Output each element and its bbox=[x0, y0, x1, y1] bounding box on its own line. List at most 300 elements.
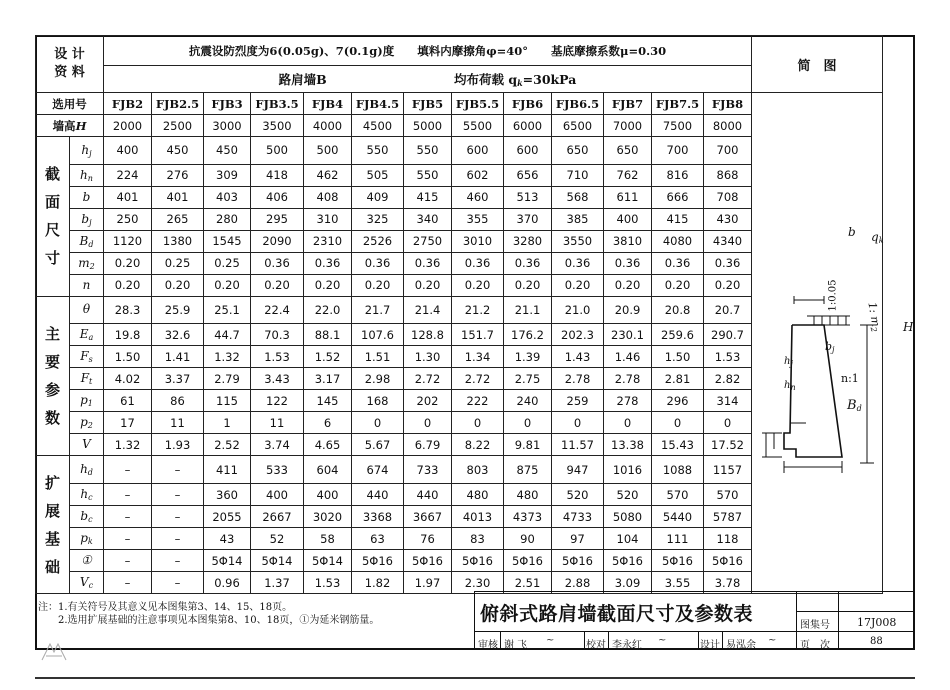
value-cell: 550 bbox=[404, 164, 452, 186]
value-cell: 406 bbox=[251, 186, 304, 208]
value-cell: 0.20 bbox=[604, 274, 652, 296]
height-cell: 4500 bbox=[352, 115, 404, 137]
value-cell: 2.30 bbox=[452, 572, 504, 594]
value-cell: 5Φ16 bbox=[652, 550, 704, 572]
value-cell: 5Φ16 bbox=[352, 550, 404, 572]
value-cell: 1.30 bbox=[404, 346, 452, 368]
model-cell: FJB2 bbox=[104, 93, 152, 115]
value-cell: 0.20 bbox=[251, 274, 304, 296]
value-cell: 3010 bbox=[452, 230, 504, 252]
bottom-rule bbox=[35, 677, 915, 679]
value-cell: 1088 bbox=[652, 456, 704, 484]
page-label: 页 次 bbox=[800, 640, 830, 651]
value-cell: 4373 bbox=[504, 506, 552, 528]
value-cell: 2.88 bbox=[552, 572, 604, 594]
symbol-cell: $F_t$ bbox=[70, 368, 104, 390]
symbol-cell: $p_2$ bbox=[70, 412, 104, 434]
load-conditions bbox=[104, 66, 752, 93]
value-cell: 700 bbox=[652, 137, 704, 165]
model-label: 选用号 bbox=[36, 93, 104, 115]
sketch-text-layer bbox=[785, 0, 915, 690]
value-cell: 480 bbox=[452, 484, 504, 506]
value-cell: 355 bbox=[452, 208, 504, 230]
value-cell: 111 bbox=[652, 528, 704, 550]
height-cell: 5500 bbox=[452, 115, 504, 137]
value-cell: 1.52 bbox=[304, 346, 352, 368]
value-cell: 151.7 bbox=[452, 324, 504, 346]
value-cell: 0.20 bbox=[652, 274, 704, 296]
value-cell: 61 bbox=[104, 390, 152, 412]
value-cell: 3550 bbox=[552, 230, 604, 252]
design-conditions: 抗震设防烈度为6(0.05g)、7(0.1g)度 填料内摩擦角φ=40° 基底摩擦系数μ=0.30 bbox=[104, 36, 752, 66]
value-cell: 2.79 bbox=[204, 368, 251, 390]
symbol-cell: n bbox=[70, 274, 104, 296]
value-cell: 168 bbox=[352, 390, 404, 412]
model-cell: FJB4 bbox=[304, 93, 352, 115]
symbol-cell: $h_n$ bbox=[70, 164, 104, 186]
value-cell: 5Φ16 bbox=[404, 550, 452, 572]
height-cell: 8000 bbox=[704, 115, 752, 137]
value-cell: 0.20 bbox=[704, 274, 752, 296]
value-cell: 3.74 bbox=[251, 434, 304, 456]
value-cell: 2.51 bbox=[504, 572, 552, 594]
value-cell: 176.2 bbox=[504, 324, 552, 346]
value-cell: 3.78 bbox=[704, 572, 752, 594]
value-cell: 265 bbox=[152, 208, 204, 230]
value-cell: 418 bbox=[251, 164, 304, 186]
model-cell: FJB6.5 bbox=[552, 93, 604, 115]
value-cell: 0.20 bbox=[304, 274, 352, 296]
value-cell: – bbox=[152, 572, 204, 594]
value-cell: 550 bbox=[352, 137, 404, 165]
value-cell: 230.1 bbox=[604, 324, 652, 346]
value-cell: 710 bbox=[552, 164, 604, 186]
value-cell: 32.6 bbox=[152, 324, 204, 346]
drawing-title: 俯斜式路肩墙截面尺寸及参数表 bbox=[480, 603, 754, 625]
value-cell: 5Φ14 bbox=[251, 550, 304, 572]
review-label: 审核 bbox=[478, 640, 498, 651]
value-cell: 674 bbox=[352, 456, 404, 484]
value-cell: 276 bbox=[152, 164, 204, 186]
value-cell: 400 bbox=[304, 484, 352, 506]
value-cell: 1157 bbox=[704, 456, 752, 484]
value-cell: 480 bbox=[504, 484, 552, 506]
value-cell: 11 bbox=[152, 412, 204, 434]
model-cell: FJB5.5 bbox=[452, 93, 504, 115]
symbol-cell: V bbox=[70, 434, 104, 456]
value-cell: 360 bbox=[204, 484, 251, 506]
value-cell: 76 bbox=[404, 528, 452, 550]
symbol-cell: $F_s$ bbox=[70, 346, 104, 368]
sketch-n-label: n:1 bbox=[841, 372, 859, 385]
value-cell: 415 bbox=[404, 186, 452, 208]
value-cell: 947 bbox=[552, 456, 604, 484]
value-cell: 1016 bbox=[604, 456, 652, 484]
value-cell: 0 bbox=[652, 412, 704, 434]
value-cell: 122 bbox=[251, 390, 304, 412]
value-cell: 666 bbox=[652, 186, 704, 208]
value-cell: 295 bbox=[251, 208, 304, 230]
parameter-table bbox=[35, 35, 883, 594]
value-cell: 0.36 bbox=[404, 252, 452, 274]
sketch-Bd-label: $B_d$ bbox=[847, 398, 862, 413]
value-cell: 222 bbox=[452, 390, 504, 412]
height-cell: 5000 bbox=[404, 115, 452, 137]
height-cell: 2000 bbox=[104, 115, 152, 137]
symbol-cell: $p_k$ bbox=[70, 528, 104, 550]
value-cell: 2.52 bbox=[204, 434, 251, 456]
notes bbox=[38, 601, 379, 627]
value-cell: 340 bbox=[404, 208, 452, 230]
value-cell: 460 bbox=[452, 186, 504, 208]
value-cell: 5080 bbox=[604, 506, 652, 528]
value-cell: 733 bbox=[404, 456, 452, 484]
value-cell: 90 bbox=[504, 528, 552, 550]
height-label: 墙高H bbox=[36, 115, 104, 137]
value-cell: 1.53 bbox=[304, 572, 352, 594]
value-cell: 1.93 bbox=[152, 434, 204, 456]
value-cell: 224 bbox=[104, 164, 152, 186]
value-cell: 650 bbox=[552, 137, 604, 165]
height-cell: 7500 bbox=[652, 115, 704, 137]
value-cell: 411 bbox=[204, 456, 251, 484]
value-cell: 6 bbox=[304, 412, 352, 434]
note-1: 注：1.有关符号及其意义见本图集第3、14、15、18页。 bbox=[38, 602, 293, 613]
value-cell: 21.0 bbox=[552, 296, 604, 324]
value-cell: 9.81 bbox=[504, 434, 552, 456]
value-cell: – bbox=[104, 484, 152, 506]
value-cell: 4080 bbox=[652, 230, 704, 252]
checker-signature: ~ bbox=[658, 635, 667, 646]
value-cell: 462 bbox=[304, 164, 352, 186]
value-cell: 0.36 bbox=[704, 252, 752, 274]
value-cell: 259.6 bbox=[652, 324, 704, 346]
sketch-hj-label: $h_j$ bbox=[784, 356, 793, 368]
value-cell: 520 bbox=[604, 484, 652, 506]
height-cell: 6500 bbox=[552, 115, 604, 137]
value-cell: 1380 bbox=[152, 230, 204, 252]
value-cell: 1.43 bbox=[552, 346, 604, 368]
value-cell: 401 bbox=[152, 186, 204, 208]
value-cell: 97 bbox=[552, 528, 604, 550]
value-cell: 568 bbox=[552, 186, 604, 208]
value-cell: 8.22 bbox=[452, 434, 504, 456]
value-cell: 0.20 bbox=[552, 274, 604, 296]
height-cell: 7000 bbox=[604, 115, 652, 137]
value-cell: 5440 bbox=[652, 506, 704, 528]
value-cell: 296 bbox=[652, 390, 704, 412]
designer-signature: ~ bbox=[768, 635, 777, 646]
value-cell: 0.20 bbox=[452, 274, 504, 296]
height-cell: 3500 bbox=[251, 115, 304, 137]
value-cell: – bbox=[104, 506, 152, 528]
value-cell: 1.37 bbox=[251, 572, 304, 594]
value-cell: 0.20 bbox=[404, 274, 452, 296]
value-cell: 570 bbox=[704, 484, 752, 506]
value-cell: 2310 bbox=[304, 230, 352, 252]
value-cell: 0.36 bbox=[452, 252, 504, 274]
value-cell: 250 bbox=[104, 208, 152, 230]
value-cell: 0.36 bbox=[304, 252, 352, 274]
value-cell: – bbox=[152, 528, 204, 550]
value-cell: 430 bbox=[704, 208, 752, 230]
value-cell: 325 bbox=[352, 208, 404, 230]
value-cell: 128.8 bbox=[404, 324, 452, 346]
value-cell: 3.55 bbox=[652, 572, 704, 594]
sketch-hn-label: $h_n$ bbox=[784, 380, 796, 392]
value-cell: 550 bbox=[404, 137, 452, 165]
value-cell: 83 bbox=[452, 528, 504, 550]
height-cell: 3000 bbox=[204, 115, 251, 137]
value-cell: 1.32 bbox=[204, 346, 251, 368]
value-cell: 21.4 bbox=[404, 296, 452, 324]
value-cell: 21.1 bbox=[504, 296, 552, 324]
value-cell: 803 bbox=[452, 456, 504, 484]
value-cell: – bbox=[152, 456, 204, 484]
value-cell: 2750 bbox=[404, 230, 452, 252]
value-cell: – bbox=[104, 550, 152, 572]
model-cell: FJB5 bbox=[404, 93, 452, 115]
value-cell: 816 bbox=[652, 164, 704, 186]
model-cell: FJB6 bbox=[504, 93, 552, 115]
value-cell: 440 bbox=[404, 484, 452, 506]
value-cell: 115 bbox=[204, 390, 251, 412]
value-cell: 63 bbox=[352, 528, 404, 550]
sketch-H-label: H bbox=[903, 320, 914, 334]
value-cell: 0.20 bbox=[152, 274, 204, 296]
value-cell: 5.67 bbox=[352, 434, 404, 456]
value-cell: 0 bbox=[452, 412, 504, 434]
value-cell: 0.20 bbox=[104, 252, 152, 274]
value-cell: 0.36 bbox=[504, 252, 552, 274]
value-cell: 602 bbox=[452, 164, 504, 186]
sketch-qk-label: $q_k$ bbox=[871, 230, 884, 245]
value-cell: 0.36 bbox=[604, 252, 652, 274]
symbol-cell: $h_c$ bbox=[70, 484, 104, 506]
value-cell: 5Φ16 bbox=[504, 550, 552, 572]
value-cell: 1.82 bbox=[352, 572, 404, 594]
value-cell: 656 bbox=[504, 164, 552, 186]
value-cell: 5Φ16 bbox=[452, 550, 504, 572]
value-cell: 415 bbox=[652, 208, 704, 230]
value-cell: 0 bbox=[404, 412, 452, 434]
value-cell: 3.43 bbox=[251, 368, 304, 390]
value-cell: 513 bbox=[504, 186, 552, 208]
value-cell: 3.17 bbox=[304, 368, 352, 390]
value-cell: 280 bbox=[204, 208, 251, 230]
value-cell: 875 bbox=[504, 456, 552, 484]
value-cell: 533 bbox=[251, 456, 304, 484]
sketch-slope1: 1:0.05 bbox=[827, 279, 839, 312]
value-cell: 2055 bbox=[204, 506, 251, 528]
value-cell: 604 bbox=[304, 456, 352, 484]
height-cell: 4000 bbox=[304, 115, 352, 137]
design-data-label: 设 计 资 料 bbox=[36, 36, 104, 93]
title-block bbox=[474, 591, 915, 650]
group-label: 扩 展 基 础 bbox=[36, 456, 70, 594]
value-cell: 5Φ14 bbox=[304, 550, 352, 572]
model-cell: FJB2.5 bbox=[152, 93, 204, 115]
value-cell: 145 bbox=[304, 390, 352, 412]
group-label: 主 要 参 数 bbox=[36, 296, 70, 456]
reviewer-signature: ~ bbox=[546, 635, 555, 646]
value-cell: 4.65 bbox=[304, 434, 352, 456]
value-cell: 868 bbox=[704, 164, 752, 186]
check-label: 校对 bbox=[586, 640, 606, 651]
value-cell: 708 bbox=[704, 186, 752, 208]
value-cell: 400 bbox=[104, 137, 152, 165]
model-cell: FJB4.5 bbox=[352, 93, 404, 115]
value-cell: 20.9 bbox=[604, 296, 652, 324]
value-cell: 22.4 bbox=[251, 296, 304, 324]
value-cell: 0 bbox=[704, 412, 752, 434]
value-cell: 400 bbox=[251, 484, 304, 506]
symbol-cell: $E_a$ bbox=[70, 324, 104, 346]
value-cell: 2.78 bbox=[604, 368, 652, 390]
sketch-header: 简 图 bbox=[752, 36, 883, 93]
value-cell: 28.3 bbox=[104, 296, 152, 324]
value-cell: 1.41 bbox=[152, 346, 204, 368]
value-cell: 385 bbox=[552, 208, 604, 230]
value-cell: 202.3 bbox=[552, 324, 604, 346]
value-cell: 2.82 bbox=[704, 368, 752, 390]
value-cell: 104 bbox=[604, 528, 652, 550]
value-cell: 11.57 bbox=[552, 434, 604, 456]
value-cell: – bbox=[104, 528, 152, 550]
value-cell: 600 bbox=[452, 137, 504, 165]
value-cell: 3368 bbox=[352, 506, 404, 528]
value-cell: 2.78 bbox=[552, 368, 604, 390]
value-cell: 1.50 bbox=[652, 346, 704, 368]
value-cell: 2.72 bbox=[404, 368, 452, 390]
value-cell: 0 bbox=[552, 412, 604, 434]
designer-name: 易泓余 bbox=[726, 640, 756, 651]
value-cell: 1.39 bbox=[504, 346, 552, 368]
value-cell: 44.7 bbox=[204, 324, 251, 346]
value-cell: 11 bbox=[251, 412, 304, 434]
value-cell: 22.0 bbox=[304, 296, 352, 324]
value-cell: 5Φ16 bbox=[604, 550, 652, 572]
value-cell: 3020 bbox=[304, 506, 352, 528]
value-cell: 1120 bbox=[104, 230, 152, 252]
value-cell: 0.25 bbox=[152, 252, 204, 274]
watermark-logo bbox=[40, 640, 68, 662]
value-cell: 0 bbox=[504, 412, 552, 434]
value-cell: 1 bbox=[204, 412, 251, 434]
value-cell: 1.51 bbox=[352, 346, 404, 368]
value-cell: 25.1 bbox=[204, 296, 251, 324]
value-cell: 440 bbox=[352, 484, 404, 506]
height-cell: 6000 bbox=[504, 115, 552, 137]
value-cell: 0 bbox=[604, 412, 652, 434]
value-cell: 0.36 bbox=[352, 252, 404, 274]
value-cell: 1.53 bbox=[251, 346, 304, 368]
value-cell: 5787 bbox=[704, 506, 752, 528]
value-cell: 20.7 bbox=[704, 296, 752, 324]
value-cell: 15.43 bbox=[652, 434, 704, 456]
design-label: 设计 bbox=[700, 640, 720, 651]
sketch-b-label: b bbox=[848, 225, 856, 239]
value-cell: 17.52 bbox=[704, 434, 752, 456]
value-cell: 370 bbox=[504, 208, 552, 230]
value-cell: 3667 bbox=[404, 506, 452, 528]
symbol-cell: ① bbox=[70, 550, 104, 572]
value-cell: 107.6 bbox=[352, 324, 404, 346]
value-cell: 2.72 bbox=[452, 368, 504, 390]
symbol-cell: $V_c$ bbox=[70, 572, 104, 594]
value-cell: 570 bbox=[652, 484, 704, 506]
value-cell: 58 bbox=[304, 528, 352, 550]
value-cell: – bbox=[104, 456, 152, 484]
value-cell: 0.20 bbox=[104, 274, 152, 296]
value-cell: 240 bbox=[504, 390, 552, 412]
value-cell: 2090 bbox=[251, 230, 304, 252]
value-cell: 0.36 bbox=[251, 252, 304, 274]
value-cell: 400 bbox=[604, 208, 652, 230]
value-cell: 408 bbox=[304, 186, 352, 208]
uniform-load: 均布荷载 $q_k=30kPa$ bbox=[454, 72, 577, 88]
value-cell: 70.3 bbox=[251, 324, 304, 346]
value-cell: 600 bbox=[504, 137, 552, 165]
height-cell: 2500 bbox=[152, 115, 204, 137]
value-cell: 500 bbox=[304, 137, 352, 165]
symbol-cell: $B_d$ bbox=[70, 230, 104, 252]
value-cell: 21.2 bbox=[452, 296, 504, 324]
symbol-cell: $b_j$ bbox=[70, 208, 104, 230]
value-cell: 0.25 bbox=[204, 252, 251, 274]
value-cell: 5Φ16 bbox=[552, 550, 604, 572]
value-cell: 259 bbox=[552, 390, 604, 412]
value-cell: 450 bbox=[152, 137, 204, 165]
value-cell: 0.36 bbox=[552, 252, 604, 274]
value-cell: 401 bbox=[104, 186, 152, 208]
value-cell: 700 bbox=[704, 137, 752, 165]
value-cell: 505 bbox=[352, 164, 404, 186]
value-cell: 0.20 bbox=[352, 274, 404, 296]
value-cell: 3810 bbox=[604, 230, 652, 252]
value-cell: 202 bbox=[404, 390, 452, 412]
value-cell: 13.38 bbox=[604, 434, 652, 456]
value-cell: 309 bbox=[204, 164, 251, 186]
symbol-cell: b bbox=[70, 186, 104, 208]
value-cell: 650 bbox=[604, 137, 652, 165]
value-cell: 1.34 bbox=[452, 346, 504, 368]
symbol-cell: $h_j$ bbox=[70, 137, 104, 165]
value-cell: 86 bbox=[152, 390, 204, 412]
model-cell: FJB8 bbox=[704, 93, 752, 115]
value-cell: 520 bbox=[552, 484, 604, 506]
value-cell: 0.20 bbox=[504, 274, 552, 296]
value-cell: 17 bbox=[104, 412, 152, 434]
value-cell: 88.1 bbox=[304, 324, 352, 346]
value-cell: 2667 bbox=[251, 506, 304, 528]
value-cell: 6.79 bbox=[404, 434, 452, 456]
value-cell: 1.97 bbox=[404, 572, 452, 594]
value-cell: 1545 bbox=[204, 230, 251, 252]
value-cell: 1.32 bbox=[104, 434, 152, 456]
value-cell: 4013 bbox=[452, 506, 504, 528]
value-cell: 4340 bbox=[704, 230, 752, 252]
reviewer-name: 谢 飞 bbox=[504, 640, 528, 651]
sketch-bj-label: $b_j$ bbox=[825, 340, 835, 354]
symbol-cell: $p_1$ bbox=[70, 390, 104, 412]
atlas-no-label: 图集号 bbox=[800, 620, 830, 631]
symbol-cell: $b_c$ bbox=[70, 506, 104, 528]
checker-name: 李永红 bbox=[612, 640, 642, 651]
atlas-no: 17J008 bbox=[857, 616, 897, 629]
value-cell: 2.98 bbox=[352, 368, 404, 390]
value-cell: 52 bbox=[251, 528, 304, 550]
